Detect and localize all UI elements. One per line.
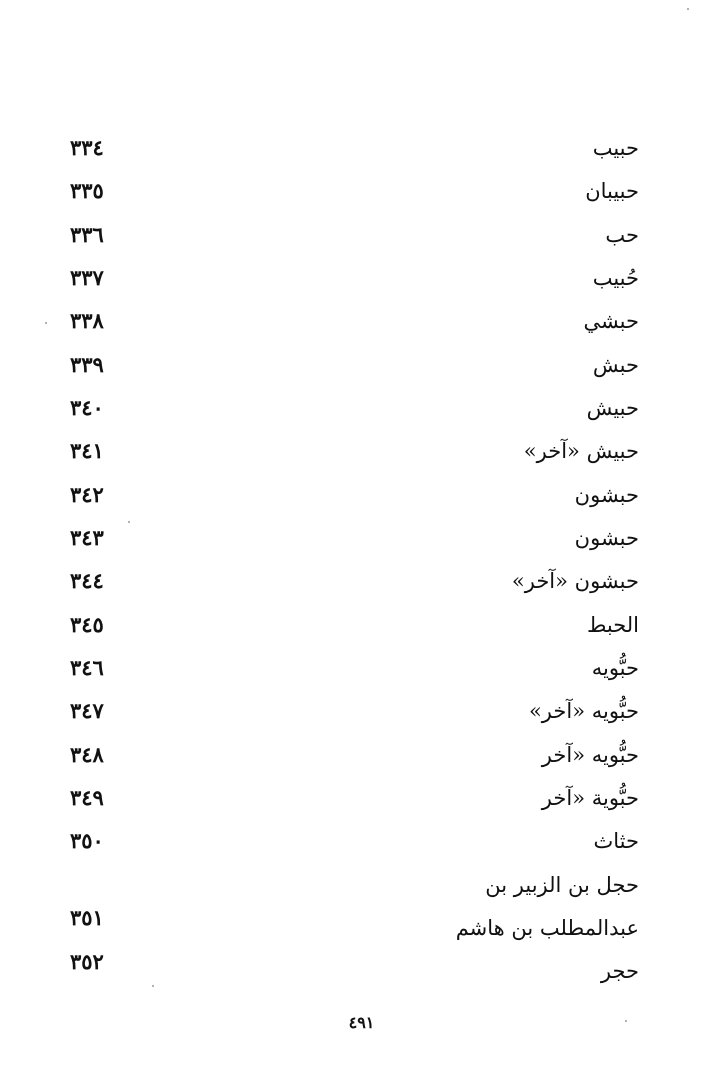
scan-speck [45,322,47,324]
entry-number: ٣٤٠ [70,395,104,420]
page-number: ٤٩١ [348,1013,375,1032]
entry-name: حبشي [583,309,639,333]
entry-number: ٣٤٨ [70,742,104,767]
entry-number: ٣٣٨ [70,308,104,333]
entry-number: ٣٤٤ [70,568,104,593]
scan-speck [625,1020,627,1022]
entry-number: ٣٥٠ [70,828,104,853]
entry-number: ٣٤٦ [70,655,104,680]
entry-number: ٣٤٣ [70,525,104,550]
entry-number: ٣٤٢ [70,482,104,507]
entry-name: حبش [592,353,639,377]
entry-name: حُبيب [592,266,639,290]
entry-name: حجر [600,959,639,983]
entry-name: حبيب [592,136,639,160]
entry-number: ٣٥٢ [70,949,104,974]
entry-name: حبيش [586,396,639,420]
entry-name: حبُّويه «آخر [541,743,639,767]
entry-number: ٣٣٥ [70,178,104,203]
entry-name: حب [605,223,639,247]
entry-name: حبشون «آخر» [511,569,639,593]
entry-number: ٣٣٧ [70,265,104,290]
entry-name: حثاث [593,829,639,853]
entry-number: ٣٤١ [70,438,104,463]
entry-name: حبُّويه «آخر» [528,699,639,723]
entry-number: ٣٤٧ [70,698,104,723]
entry-number: ٣٣٤ [70,135,104,160]
entry-name: حجل بن الزبير بن [485,873,639,897]
entry-number: ٣٣٩ [70,352,104,377]
entry-number: ٣٥١ [70,905,104,930]
entry-number: ٣٤٩ [70,785,104,810]
scan-speck [687,8,689,10]
entry-name: حبيش «آخر» [523,439,639,463]
scan-speck [128,521,130,523]
entry-name: حبُّويه [591,656,639,680]
entry-name: حبُّوية «آخر [541,786,639,810]
entry-name: حبيبان [585,179,639,203]
entry-name: حبشون [574,483,639,507]
entry-name: عبدالمطلب بن هاشم [455,916,639,940]
entry-name: الحبط [586,613,639,637]
scan-speck [152,985,154,987]
entry-number: ٣٣٦ [70,222,104,247]
entry-number: ٣٤٥ [70,612,104,637]
entry-name: حبشون [574,526,639,550]
